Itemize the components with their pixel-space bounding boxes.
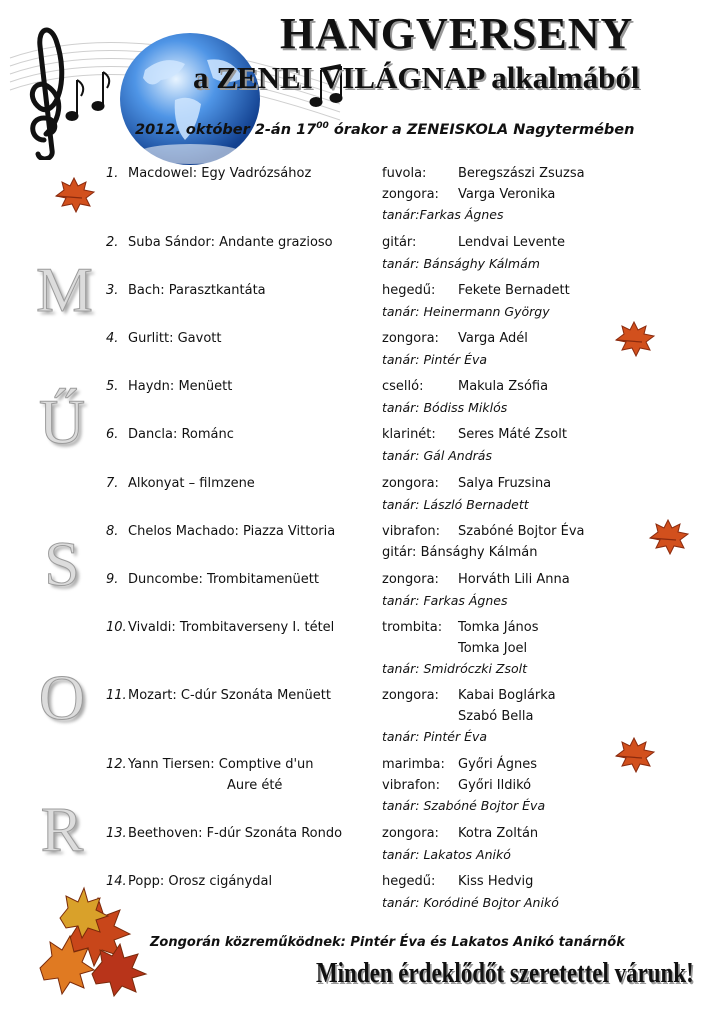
item-number: 13. xyxy=(106,826,127,841)
side-title-letter: R xyxy=(40,794,84,865)
performer-name: Győri Ágnes xyxy=(458,757,537,772)
performer-name: Varga Veronika xyxy=(458,186,556,202)
item-number: 10. xyxy=(106,620,127,635)
piece-title: Haydn: Menüett xyxy=(128,379,233,394)
performer-name: Győri Ildikó xyxy=(458,777,532,793)
performer-name: Seres Máté Zsolt xyxy=(458,427,567,442)
piece-title: Duncombe: Trombitamenüett xyxy=(128,572,319,587)
item-number: 12. xyxy=(106,757,127,772)
piece-title: Gurlitt: Gavott xyxy=(128,331,222,346)
teacher: tanár: Farkas Ágnes xyxy=(382,592,508,608)
item-number: 8. xyxy=(106,524,119,539)
performer-name: Bánsághy Kálmán xyxy=(420,544,538,560)
piece-title: Dancla: Románc xyxy=(128,427,234,442)
performer-name: Horváth Lili Anna xyxy=(458,572,570,587)
date-post: órakor a ZENEISKOLA Nagytermében xyxy=(328,121,635,138)
performer-name: Tomka Joel xyxy=(458,640,528,656)
globe-icon xyxy=(115,30,265,168)
instrument: gitár: xyxy=(382,235,417,250)
performer-name: Salya Fruzsina xyxy=(458,476,552,491)
piece-title: Bach: Parasztkantáta xyxy=(128,283,266,298)
autumn-leaf-icon xyxy=(646,518,692,558)
teacher: tanár: Szabóné Bojtor Éva xyxy=(382,798,546,813)
piece-title: Macdowel: Egy Vadrózsához xyxy=(128,166,312,181)
instrument: vibrafon: xyxy=(382,524,441,539)
date-sup: 00 xyxy=(316,121,329,131)
performer-name: Varga Adél xyxy=(458,331,528,346)
performer-name: Tomka János xyxy=(458,620,539,635)
performer-name: Szabóné Bojtor Éva xyxy=(458,524,585,539)
page-title: HANGVERSENY xyxy=(280,9,634,58)
performer-name: Makula Zsófia xyxy=(458,379,549,394)
accompanist-note: Zongorán közreműködnek: Pintér Éva és Lakatos Anikó tanárnők xyxy=(150,935,625,950)
instrument: zongora: xyxy=(382,688,439,703)
piece-title: Yann Tiersen: Comptive d'un xyxy=(128,757,314,772)
item-number: 11. xyxy=(106,688,127,703)
performer-name: Fekete Bernadett xyxy=(458,283,570,298)
instrument: zongora: xyxy=(382,476,439,491)
teacher: tanár: Heinermann György xyxy=(382,303,550,319)
teacher: tanár: Koródiné Bojtor Anikó xyxy=(382,894,559,910)
side-title-letter: Ű xyxy=(38,386,86,457)
welcome-message: Minden érdeklődőt szeretettel várunk! xyxy=(316,958,694,989)
item-number: 7. xyxy=(106,476,119,491)
date-pre: 2012. október 2-án 17 xyxy=(135,121,317,138)
instrument: gitár: xyxy=(382,544,417,560)
instrument: hegedű: xyxy=(382,283,436,298)
item-number: 2. xyxy=(106,235,119,250)
teacher: tanár: Pintér Éva xyxy=(382,351,488,367)
instrument: zongora: xyxy=(382,331,439,346)
item-number: 6. xyxy=(106,427,119,442)
performer-name: Kotra Zoltán xyxy=(458,826,539,841)
autumn-leaves-cluster-icon xyxy=(30,878,160,998)
piece-title: Mozart: C-dúr Szonáta Menüett xyxy=(128,688,331,703)
instrument: vibrafon: xyxy=(382,777,441,793)
instrument: klarinét: xyxy=(382,427,436,442)
piece-title: Beethoven: F-dúr Szonáta Rondo xyxy=(128,826,343,841)
item-number: 3. xyxy=(106,283,119,298)
side-title-letter: O xyxy=(38,662,86,733)
item-number: 9. xyxy=(106,572,119,587)
instrument: zongora: xyxy=(382,826,439,841)
instrument: zongora: xyxy=(382,572,439,587)
piece-title: Alkonyat – filmzene xyxy=(128,476,255,491)
performer-name: Szabó Bella xyxy=(458,708,534,724)
item-number: 5. xyxy=(106,379,119,394)
performer-name: Kiss Hedvig xyxy=(458,874,534,889)
side-title-letter: M xyxy=(36,254,93,325)
instrument: cselló: xyxy=(382,379,424,394)
teacher: tanár:Farkas Ágnes xyxy=(382,207,504,222)
piece-title: Vivaldi: Trombitaverseny I. tétel xyxy=(128,620,335,635)
teacher: tanár: László Bernadett xyxy=(382,496,529,512)
item-number: 4. xyxy=(106,331,119,346)
performer-name: Kabai Boglárka xyxy=(458,688,556,703)
performer-name: Beregszászi Zsuzsa xyxy=(458,166,585,181)
instrument: trombita: xyxy=(382,620,443,635)
page-subtitle: a ZENEI VILÁGNAP alkalmából xyxy=(193,60,640,95)
item-number: 1. xyxy=(106,166,119,181)
event-date-line xyxy=(135,121,634,138)
autumn-leaf-icon xyxy=(52,176,98,216)
teacher: tanár: Lakatos Anikó xyxy=(382,846,511,862)
teacher: tanár: Bánsághy Kálmám xyxy=(382,255,540,271)
piece-title: Popp: Orosz cigánydal xyxy=(128,874,273,889)
instrument: zongora: xyxy=(382,186,439,202)
teacher: tanár: Gál András xyxy=(382,447,492,463)
instrument: hegedű: xyxy=(382,874,436,889)
item-number: 14. xyxy=(106,874,127,889)
side-title-letter: S xyxy=(44,528,80,599)
piece-title-continued: Aure été xyxy=(227,777,283,793)
instrument: marimba: xyxy=(382,757,445,772)
teacher: tanár: Bódiss Miklós xyxy=(382,399,508,415)
piece-title: Chelos Machado: Piazza Vittoria xyxy=(128,524,336,539)
instrument: fuvola: xyxy=(382,166,427,181)
teacher: tanár: Pintér Éva xyxy=(382,729,488,744)
teacher: tanár: Smidróczki Zsolt xyxy=(382,661,527,676)
piece-title: Suba Sándor: Andante grazioso xyxy=(128,235,333,250)
performer-name: Lendvai Levente xyxy=(458,235,565,250)
